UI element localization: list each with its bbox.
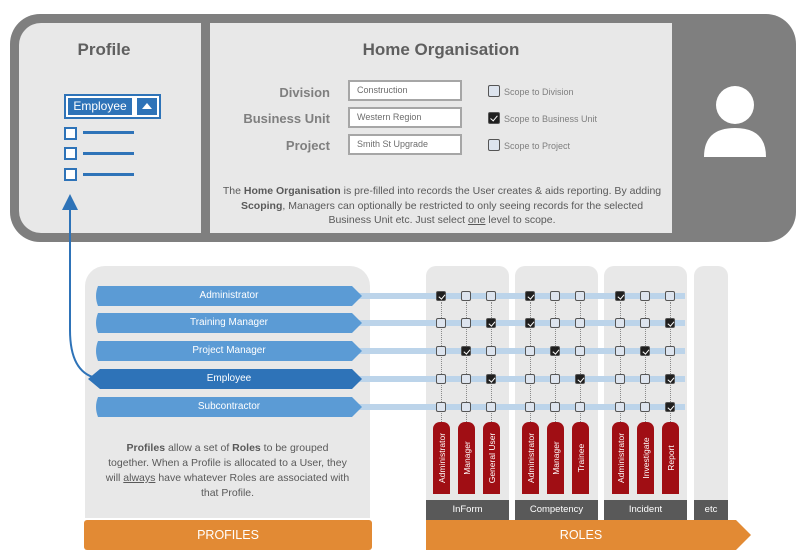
role-checkbox[interactable] <box>550 346 560 356</box>
profiles-footer: PROFILES <box>84 520 372 550</box>
role-incident-report: Report <box>662 422 679 494</box>
division-input[interactable]: Construction <box>348 80 462 101</box>
role-incident-administrator: Administrator <box>612 422 629 494</box>
role-checkbox[interactable] <box>436 318 446 328</box>
role-checkbox[interactable] <box>615 346 625 356</box>
role-checkbox[interactable] <box>525 402 535 412</box>
role-checkbox[interactable] <box>550 374 560 384</box>
role-checkbox[interactable] <box>486 291 496 301</box>
role-checkbox[interactable] <box>665 374 675 384</box>
role-competency-administrator: Administrator <box>522 422 539 494</box>
role-checkbox[interactable] <box>550 402 560 412</box>
home-organisation-title: Home Organisation <box>362 40 520 59</box>
role-checkbox[interactable] <box>615 291 625 301</box>
role-checkbox[interactable] <box>486 318 496 328</box>
role-checkbox[interactable] <box>486 374 496 384</box>
profile-subcontractor[interactable]: Subcontractor <box>197 401 261 412</box>
role-checkbox[interactable] <box>615 402 625 412</box>
role-checkbox[interactable] <box>461 374 471 384</box>
role-checkbox[interactable] <box>640 346 650 356</box>
scope-project-label: Scope to Project <box>504 141 571 151</box>
profile-dropdown-value: Employee <box>68 98 132 115</box>
business-unit-input[interactable]: Western Region <box>348 107 462 128</box>
role-checkbox[interactable] <box>436 346 446 356</box>
role-competency-trainee: Trainee <box>572 422 589 494</box>
role-checkbox[interactable] <box>525 318 535 328</box>
project-label: Project <box>285 138 330 153</box>
role-checkbox[interactable] <box>525 374 535 384</box>
role-inform-administrator: Administrator <box>433 422 450 494</box>
scope-division-label: Scope to Division <box>504 87 574 97</box>
role-checkbox[interactable] <box>525 346 535 356</box>
role-checkbox[interactable] <box>575 318 585 328</box>
role-checkbox[interactable] <box>461 318 471 328</box>
business-unit-label: Business Unit <box>243 111 330 126</box>
role-checkbox[interactable] <box>486 402 496 412</box>
home-organisation-description: The Home Organisation is pre-filled into records the User creates & aids reporting. By adding Scoping, Managers can optionally be restricted to only seeing records for the selected Business Unit etc. Just select one level to scope. <box>222 185 662 226</box>
roles-footer-label: ROLES <box>559 528 603 542</box>
role-checkbox[interactable] <box>550 318 560 328</box>
role-checkbox[interactable] <box>665 346 675 356</box>
role-checkbox[interactable] <box>665 318 675 328</box>
role-inform-general-user: General User <box>483 422 500 494</box>
profile-project-manager[interactable]: Project Manager <box>192 345 266 356</box>
role-checkbox[interactable] <box>575 346 585 356</box>
role-checkbox[interactable] <box>436 291 446 301</box>
profile-title: Profile <box>77 40 131 59</box>
profile-employee[interactable]: Employee <box>206 373 252 384</box>
role-checkbox[interactable] <box>640 291 650 301</box>
profile-training-manager[interactable]: Training Manager <box>189 317 268 328</box>
module-label-etc: etc <box>694 500 728 520</box>
role-checkbox[interactable] <box>640 374 650 384</box>
role-checkbox[interactable] <box>640 318 650 328</box>
role-checkbox[interactable] <box>615 318 625 328</box>
profile-administrator[interactable]: Administrator <box>199 290 259 301</box>
role-checkbox[interactable] <box>436 402 446 412</box>
role-competency-manager: Manager <box>547 422 564 494</box>
role-checkbox[interactable] <box>575 374 585 384</box>
role-checkbox[interactable] <box>486 346 496 356</box>
role-checkbox[interactable] <box>436 374 446 384</box>
role-checkbox[interactable] <box>461 402 471 412</box>
role-checkbox[interactable] <box>615 374 625 384</box>
role-checkbox[interactable] <box>461 291 471 301</box>
profiles-description: Profiles allow a set of Roles to be grouped together. When a Profile is allocated to a User, they will always have whatever Roles are associated with that Profile. <box>105 442 350 499</box>
division-label: Division <box>279 85 330 100</box>
role-checkbox[interactable] <box>640 402 650 412</box>
role-checkbox[interactable] <box>461 346 471 356</box>
role-inform-manager: Manager <box>458 422 475 494</box>
role-incident-investigate: Investigate <box>637 422 654 494</box>
module-label-competency: Competency <box>515 500 598 520</box>
role-checkbox[interactable] <box>575 402 585 412</box>
role-checkbox[interactable] <box>665 291 675 301</box>
role-checkbox[interactable] <box>550 291 560 301</box>
scope-business-unit-label: Scope to Business Unit <box>504 114 598 124</box>
role-checkbox[interactable] <box>665 402 675 412</box>
role-checkbox[interactable] <box>525 291 535 301</box>
role-checkbox[interactable] <box>575 291 585 301</box>
module-label-incident: Incident <box>604 500 687 520</box>
module-label-inform: InForm <box>426 500 509 520</box>
project-input[interactable]: Smith St Upgrade <box>348 134 462 155</box>
